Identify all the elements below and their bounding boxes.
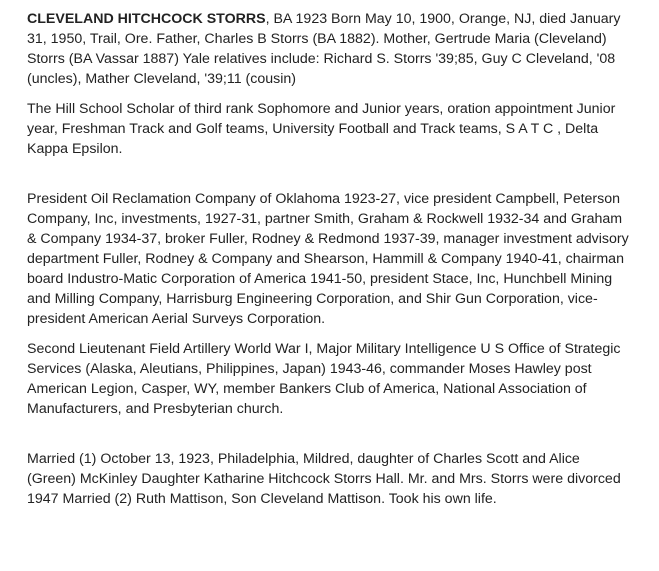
- family-paragraph: Married (1) October 13, 1923, Philadelphia, Mildred, daughter of Charles Scott and Alice (Green) McKinley Daughter Katharine Hitchcock Storrs Hall. Mr. and Mrs. Storrs were divorced 1947 Married (2) Ruth Mattison, Son Cleveland Mattison. Took his own life.: [27, 451, 621, 507]
- biography-document: [27, 9, 632, 509]
- person-name: CLEVELAND HITCHCOCK STORRS: [27, 11, 266, 27]
- service-paragraph: Second Lieutenant Field Artillery World War I, Major Military Intelligence U S Office of Strategic Services (Alaska, Aleutians, Philippines, Japan) 1943-46, commander Moses Hawley post American Legion, Casper, WY, member Bankers Club of America, National Association of Manufacturers, and Presbyterian church.: [27, 341, 621, 417]
- school-paragraph: The Hill School Scholar of third rank Sophomore and Junior years, oration appointment Junior year, Freshman Track and Golf teams, University Football and Track teams, S A T C , Delta Kappa Epsilon.: [27, 101, 616, 157]
- intro-paragraph: [27, 9, 632, 89]
- career-paragraph: President Oil Reclamation Company of Oklahoma 1923-27, vice president Campbell, Peterson Company, Inc, investments, 1927-31, partner Smith, Graham & Rockwell 1932-34 and Graham & Company 1934-37, broker Fuller, Rodney & Redmond 1937-39, manager investment advisory department Fuller, Rodney & Company and Shearson, Hammill & Company 1940-41, chairman board Industro-Matic Corporation of America 1941-50, president Stace, Inc, Hunchbell Mining and Milling Company, Harrisburg Engineering Corporation, and Shir Gun Corporation, vice-president American Aerial Surveys Corporation.: [27, 191, 629, 327]
- intro-text: , BA 1923 Born May 10, 1900, Orange, NJ, died January 31, 1950, Trail, Ore. Father, Charles B Storrs (BA 1882). Mother, Gertrude Maria (Cleveland) Storrs (BA Vassar 1887) Yale relatives include: Richard S. Storrs '39;85, Guy C Cleveland, '08 (uncles), Mather Cleveland, '39;11 (cousin): [27, 11, 621, 87]
